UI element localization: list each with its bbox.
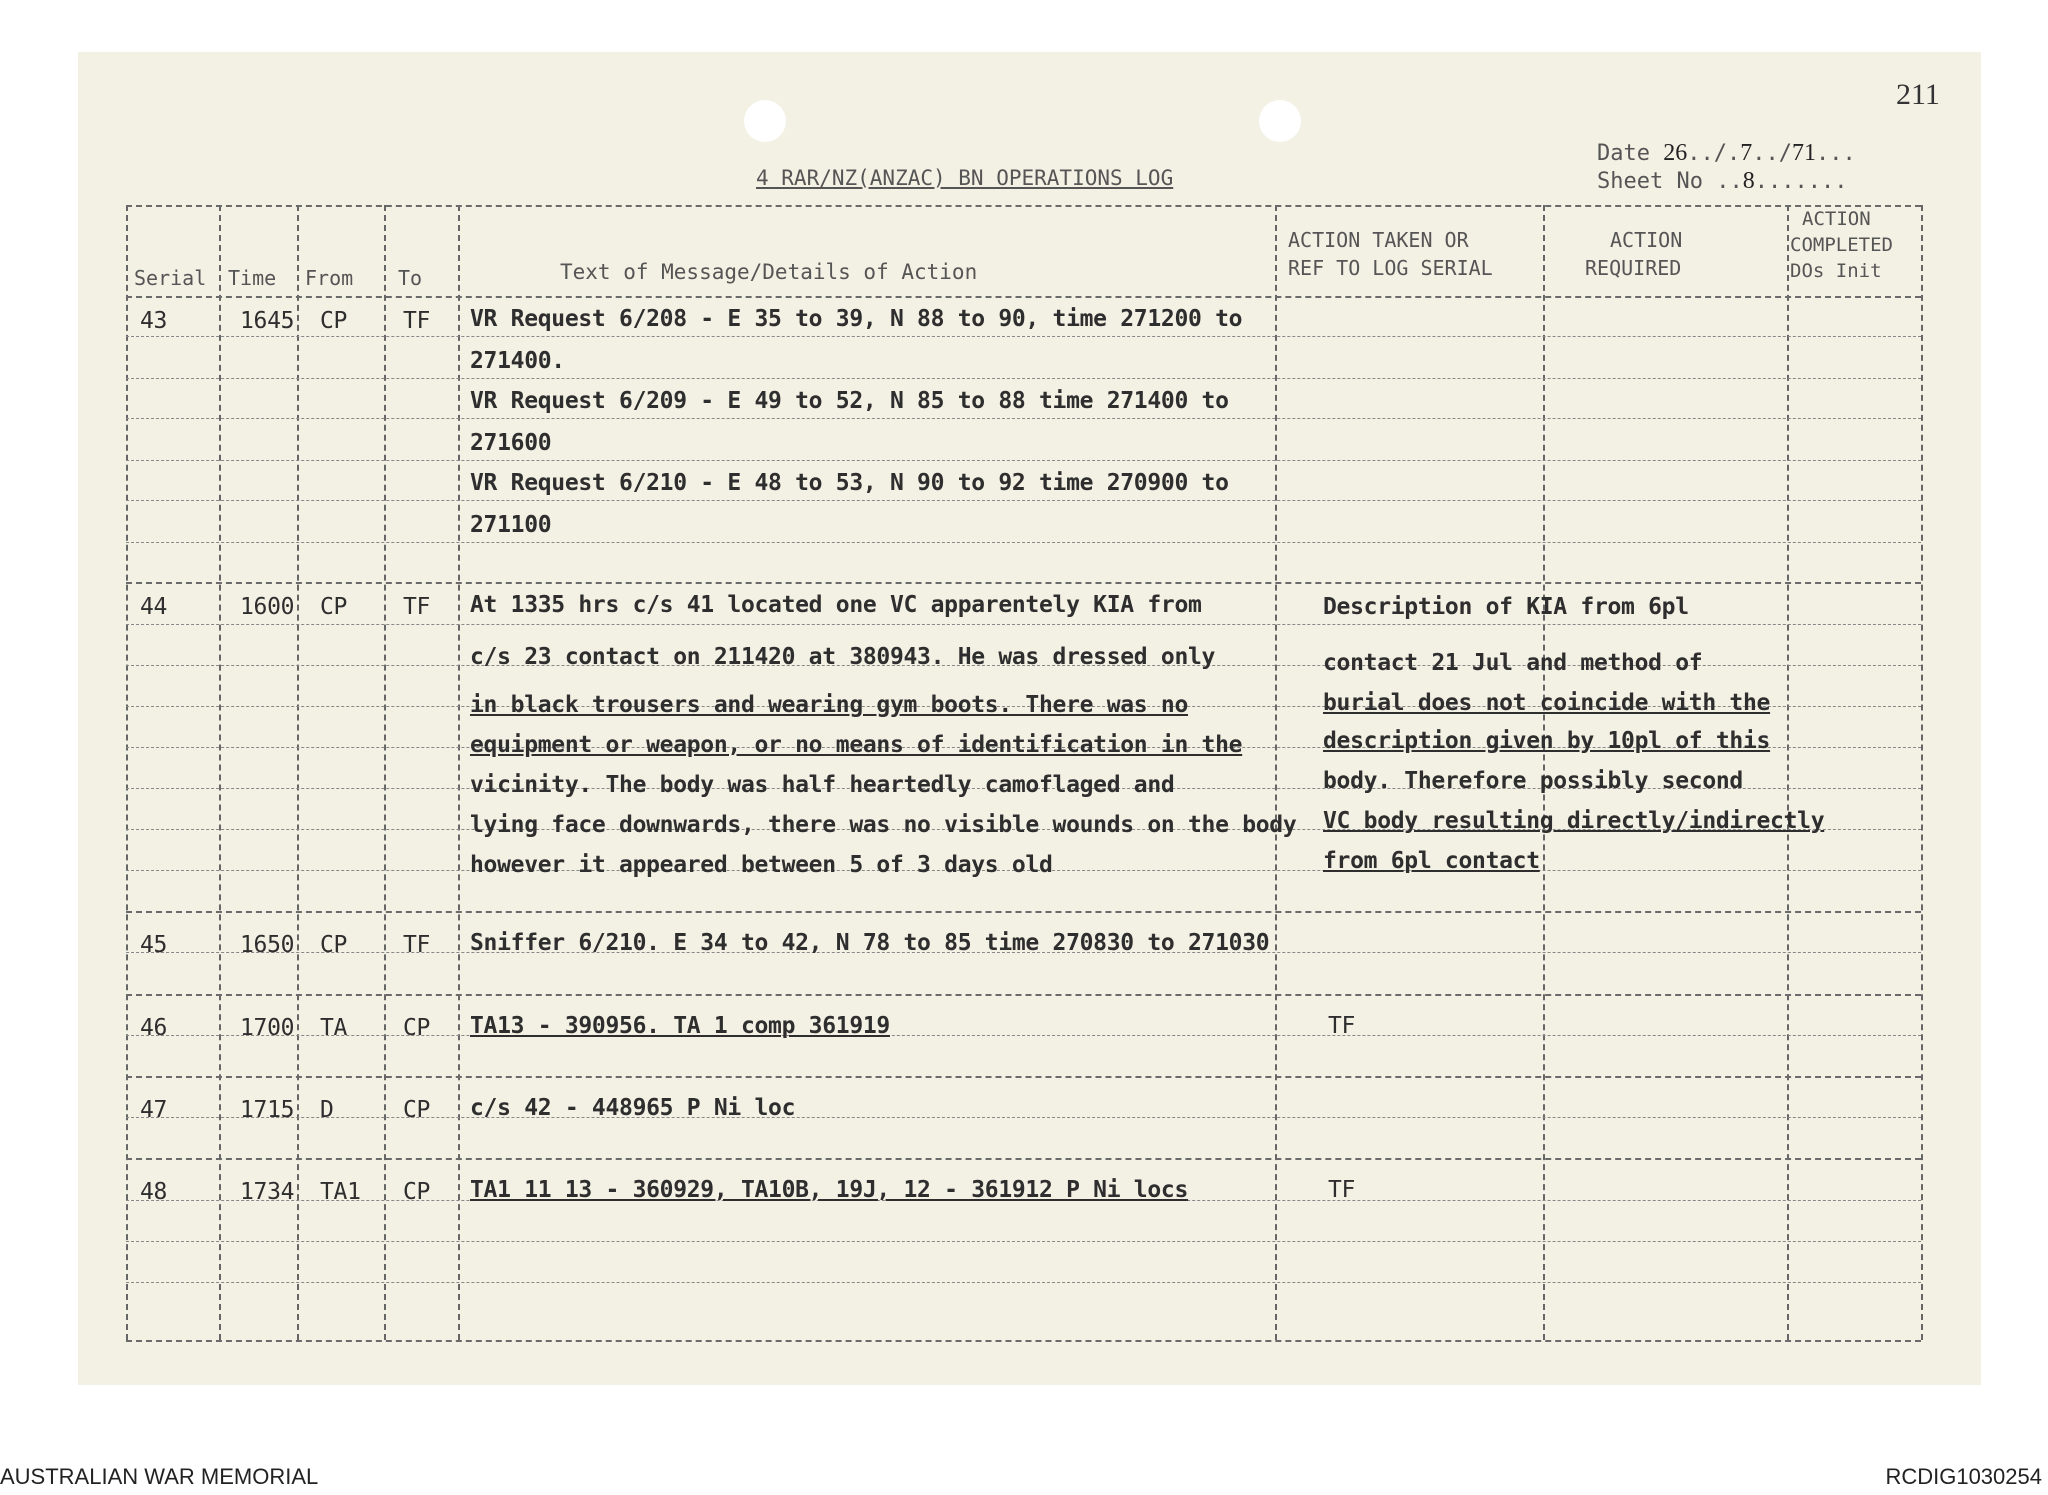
footer-institution: AUSTRALIAN WAR MEMORIAL	[0, 1464, 319, 1489]
entry-text-line: TA13 - 390956. TA 1 comp 361919	[470, 1013, 890, 1039]
col-action-required-2: REQUIRED	[1585, 256, 1682, 280]
punch-hole	[744, 100, 786, 142]
entry-action-line: TF	[1328, 1177, 1356, 1203]
col-completed-3: DOs Init	[1790, 260, 1882, 282]
entry-serial: 44	[140, 594, 168, 620]
entry-from: TA1	[320, 1179, 361, 1205]
entry-action-line: body. Therefore possibly second	[1323, 768, 1743, 794]
entry-time: 1734	[240, 1179, 295, 1205]
entry-text-line: TA1 11 13 - 360929, TA10B, 19J, 12 - 361912 P Ni locs	[470, 1177, 1189, 1203]
entry-action-line: burial does not coincide with the	[1323, 690, 1771, 716]
entry-action-line: Description of KIA from 6pl	[1323, 594, 1689, 620]
entry-text-line: Sniffer 6/210. E 34 to 42, N 78 to 85 time 270830 to 271030	[470, 930, 1270, 956]
log-title: 4 RAR/NZ(ANZAC) BN OPERATIONS LOG	[756, 166, 1174, 190]
entry-from: CP	[320, 594, 348, 620]
col-text: Text of Message/Details of Action	[560, 260, 978, 284]
entry-to: TF	[403, 308, 431, 334]
col-to: To	[398, 266, 423, 290]
entry-text-line: 271600	[470, 430, 552, 456]
entry-text-line: VR Request 6/209 - E 49 to 52, N 85 to 88 time 271400 to	[470, 388, 1229, 414]
footer-record-id: RCDIG1030254	[1885, 1464, 2042, 1489]
entry-text-line: At 1335 hrs c/s 41 located one VC apparentely KIA from	[470, 592, 1202, 618]
entry-to: CP	[403, 1179, 431, 1205]
entry-serial: 48	[140, 1179, 168, 1205]
entry-text-line: 271400.	[470, 348, 565, 374]
sheet-number: 8	[1742, 168, 1755, 194]
entry-text-line: vicinity. The body was half heartedly camoflaged and	[470, 772, 1175, 798]
entry-action-line: from 6pl contact	[1323, 848, 1540, 874]
entry-time: 1600	[240, 594, 295, 620]
entry-text-line: 271100	[470, 512, 552, 538]
date-year: 71	[1791, 140, 1816, 166]
entry-to: CP	[403, 1097, 431, 1123]
entry-serial: 47	[140, 1097, 168, 1123]
entry-text-line: lying face downwards, there was no visible wounds on the body	[470, 812, 1297, 838]
col-time: Time	[228, 266, 277, 290]
entry-to: TF	[403, 594, 431, 620]
entry-to: TF	[403, 932, 431, 958]
page-number: 211	[1896, 78, 1940, 111]
entry-text-line: c/s 42 - 448965 P Ni loc	[470, 1095, 796, 1121]
entry-from: D	[320, 1097, 334, 1123]
date-month: 7	[1740, 140, 1753, 166]
col-action-taken-1: ACTION TAKEN OR	[1288, 228, 1469, 252]
entry-serial: 46	[140, 1015, 168, 1041]
entry-text-line: VR Request 6/210 - E 48 to 53, N 90 to 92 time 270900 to	[470, 470, 1229, 496]
col-serial: Serial	[134, 266, 207, 290]
entry-time: 1700	[240, 1015, 295, 1041]
entry-from: CP	[320, 932, 348, 958]
entry-text-line: however it appeared between 5 of 3 days old	[470, 852, 1053, 878]
date-day: 26	[1663, 140, 1688, 166]
col-completed-1: ACTION	[1802, 208, 1871, 230]
col-completed-2: COMPLETED	[1790, 234, 1893, 256]
entry-time: 1715	[240, 1097, 295, 1123]
entry-time: 1650	[240, 932, 295, 958]
entry-text-line: equipment or weapon, or no means of identification in the	[470, 732, 1243, 758]
punch-hole	[1259, 100, 1301, 142]
col-from: From	[305, 266, 354, 290]
entry-serial: 45	[140, 932, 168, 958]
entry-action-line: contact 21 Jul and method of	[1323, 650, 1703, 676]
col-action-taken-2: REF TO LOG SERIAL	[1288, 256, 1493, 280]
entry-from: TA	[320, 1015, 348, 1041]
entry-to: CP	[403, 1015, 431, 1041]
entry-time: 1645	[240, 308, 295, 334]
entry-serial: 43	[140, 308, 168, 334]
entry-from: CP	[320, 308, 348, 334]
entry-action-line: VC body resulting directly/indirectly	[1323, 808, 1825, 834]
date-field: Date 26../.7../71...	[1597, 140, 1856, 166]
entry-text-line: c/s 23 contact on 211420 at 380943. He was dressed only	[470, 644, 1216, 670]
entry-text-line: VR Request 6/208 - E 35 to 39, N 88 to 90, time 271200 to	[470, 306, 1243, 332]
entry-action-line: TF	[1328, 1013, 1356, 1039]
entry-text-line: in black trousers and wearing gym boots. There was no	[470, 692, 1189, 718]
col-action-required-1: ACTION	[1610, 228, 1683, 252]
entry-action-line: description given by 10pl of this	[1323, 728, 1771, 754]
sheet-field: Sheet No ..8.......	[1597, 168, 1848, 194]
